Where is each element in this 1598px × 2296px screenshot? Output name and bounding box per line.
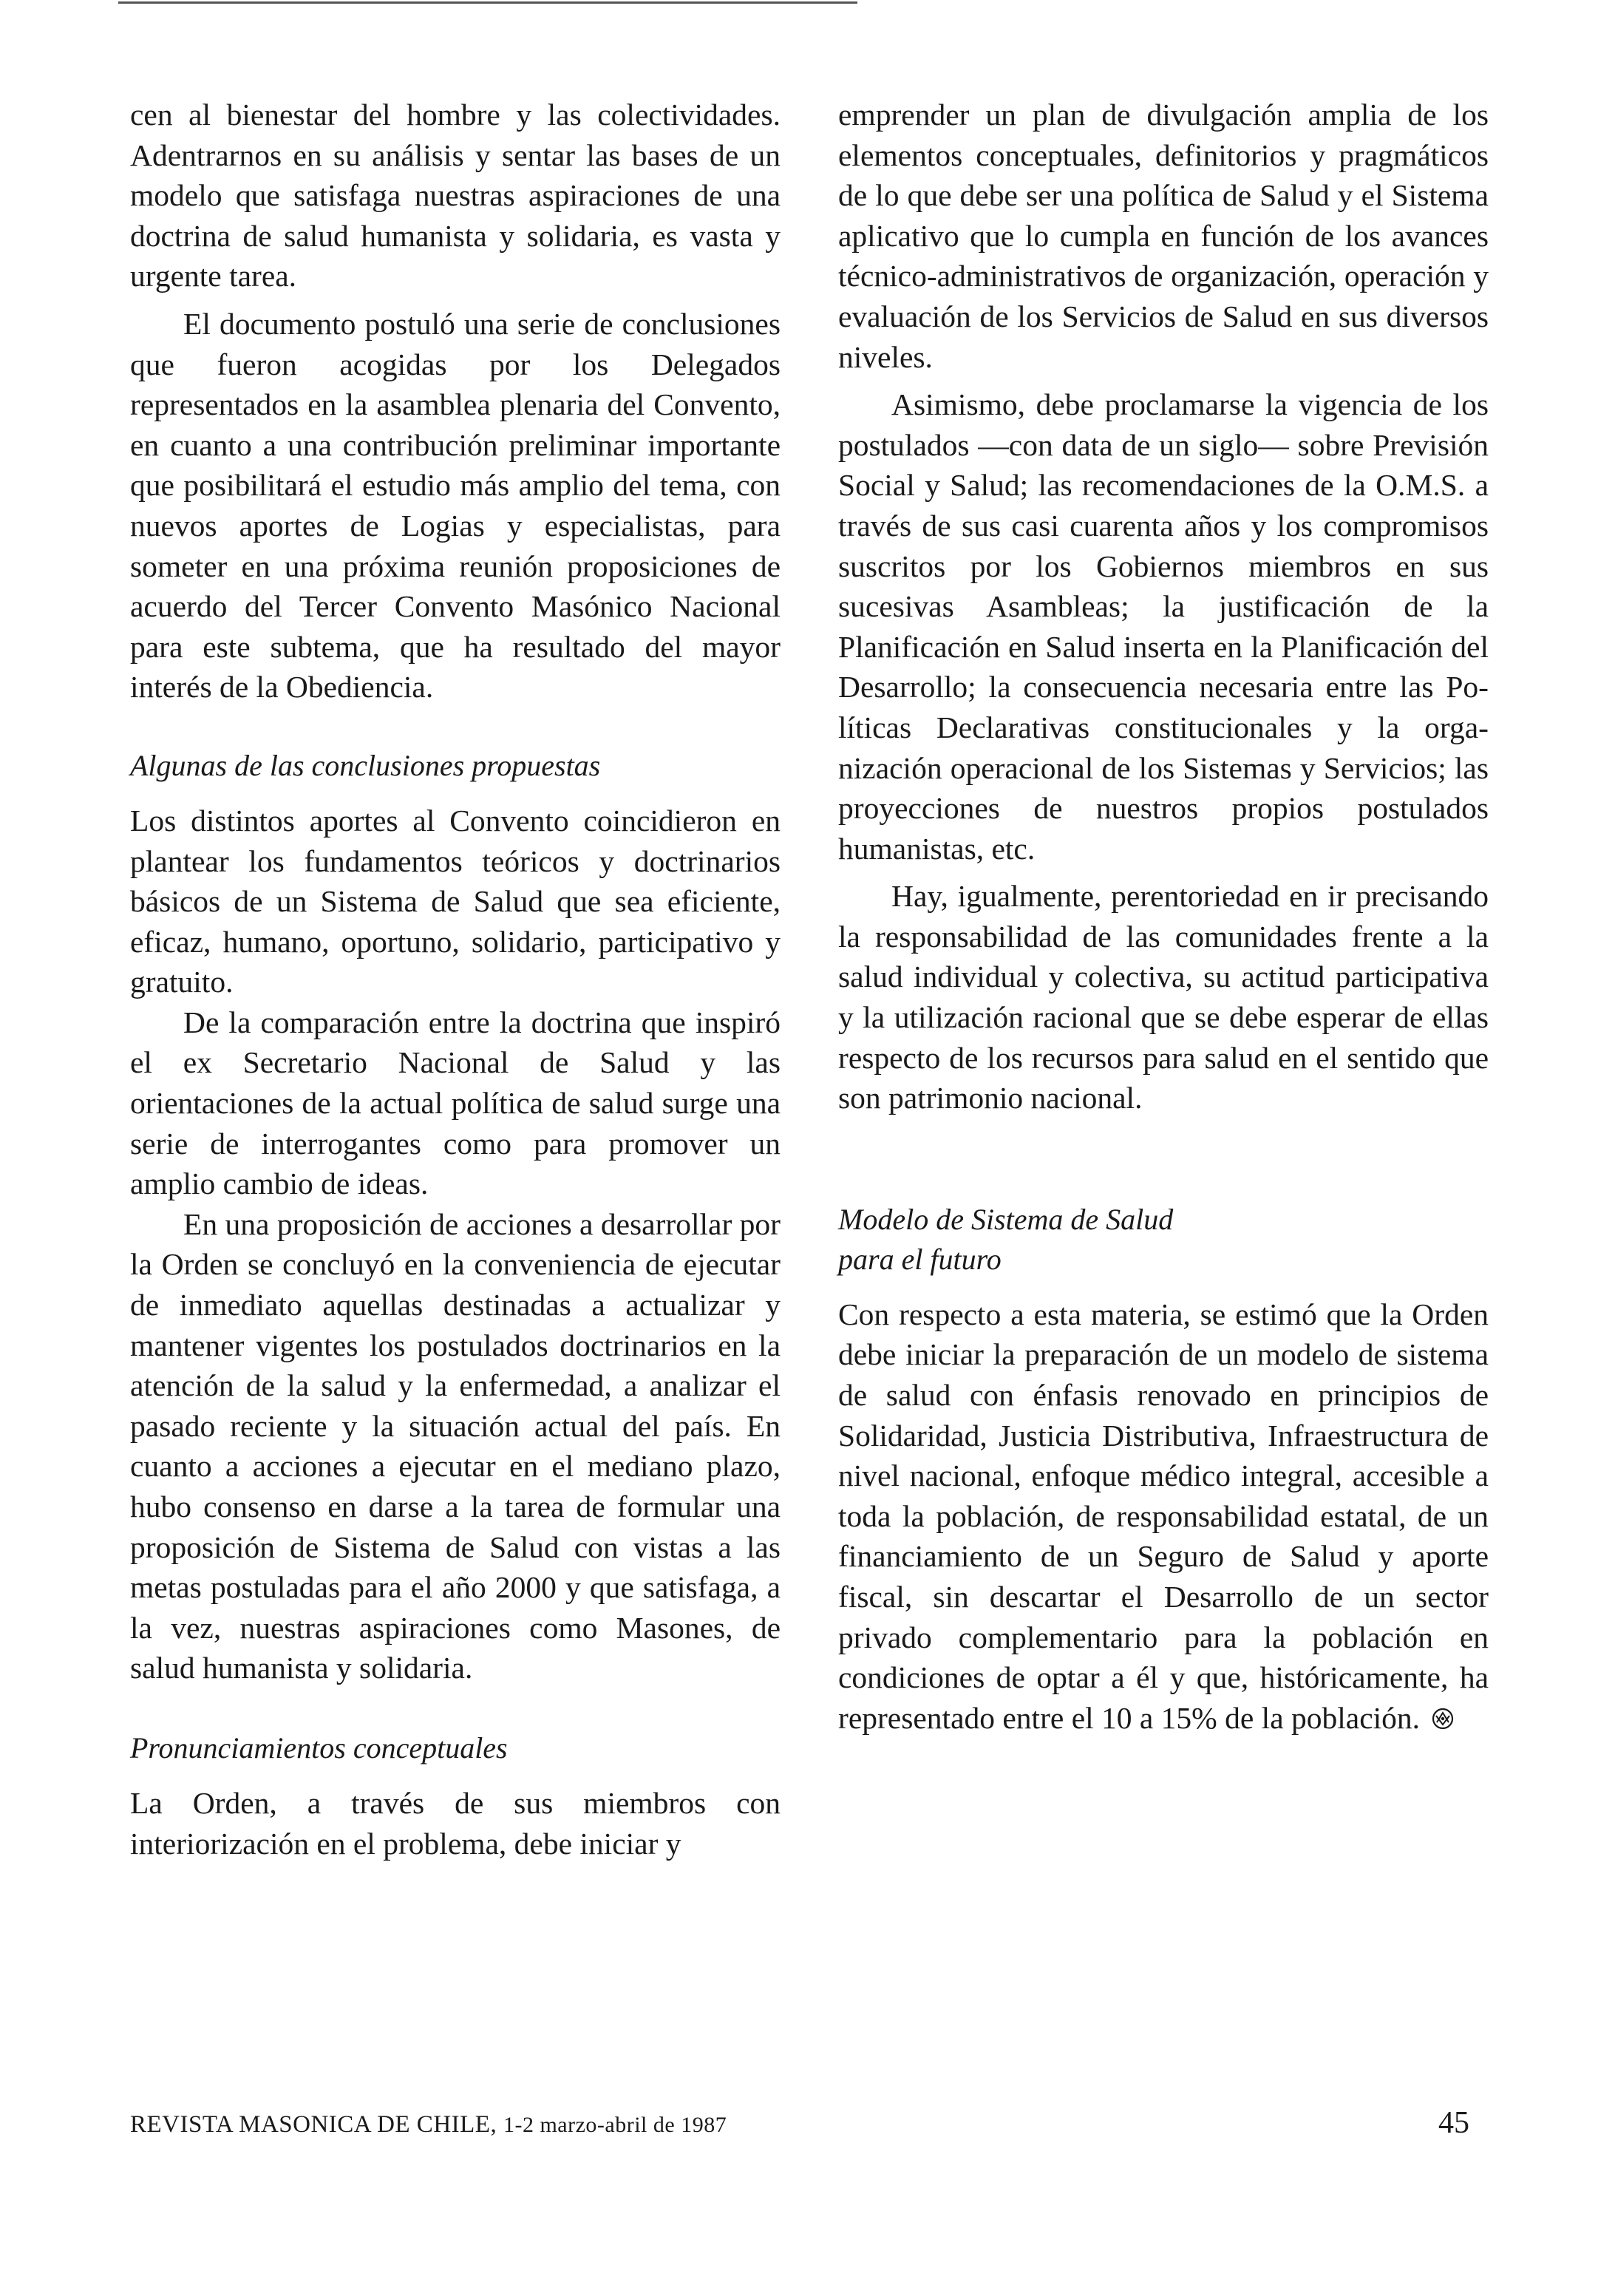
section-heading-modelo-line-1: Modelo de Sistema de Salud (838, 1202, 1174, 1236)
right-para-4 (838, 1294, 1489, 1739)
page-number: 45 (1438, 2106, 1469, 2140)
right-para-2: Asimismo, debe proclamarse la vigencia de los postulados —con data de un siglo— sobre Previsión Social y Salud; las recomendaciones de la O.M.S. a través de sus casi cuarenta años y los compromisos suscritos por los Gobiernos miembros en sus sucesivas Asambleas; la justificación de la Planificación en Salud inserta en la Planificación del Desarrollo; la consecuencia necesaria entre las Políticas Declarativas constitucionales y la organización operacional de los Sistemas y Servicios; las proyecciones de nuestros propios postulados humanistas, etc. (838, 387, 1489, 866)
left-para-5: En una proposición de acciones a desarrollar por la Orden se concluyó en la conveniencia de ejecutar de inmediato aquellas destinadas a actualizar y mantener vigentes los postulados doctrinarios en la atención de la salud y la enfermedad, a analizar el pasado reciente y la situación actual del país. En cuanto a acciones a ejecutar en el mediano plazo, hubo consenso en darse a la tarea de formular una proposición de Sistema de Salud con vistas a las metas postuladas para el año 2000 y que satisfaga, a la vez, nuestras aspiraciones como Masones, de salud humanista y solidaria. (130, 1206, 781, 1685)
right-para-3: Hay, igualmente, perentoriedad en ir precisando la responsabilidad de las comunidades frente a la salud individual y colectiva, su actitud participativa y la utilización racional que se debe esperar de ellas respecto de los recursos para salud en el sentido que son patrimonio nacional. (838, 879, 1489, 1115)
section-heading-conclusiones: Algunas de las conclusiones propuestas (130, 748, 601, 782)
left-para-4: De la comparación entre la doctrina que inspiró el ex Secretario Nacional de Salud y las orientaciones de la actual política de salud surge una serie de interrogantes como para promover un amplio cambio de ideas. (130, 1005, 781, 1201)
right-para-1: emprender un plan de divulgación amplia de los elementos conceptuales, definitorios y pragmáticos de lo que debe ser una política de Salud y el Sistema aplicativo que lo cumpla en función de los avances técnico-administrativos de organización, operación y evaluación de los Servicios de Salud en sus diversos niveles. (838, 98, 1489, 374)
section-heading-modelo (838, 1200, 1489, 1280)
left-para-1: cen al bienestar del hombre y las colectividades. Adentrarnos en su análisis y sentar las bases de un modelo que satisfaga nuestras aspiraciones de una doctrina de salud humanista y solidaria, es vasta y urgente tarea. (130, 98, 781, 293)
footer-publication-title: REVISTA MASONICA DE CHILE, (130, 2111, 497, 2138)
section-heading-modelo-line-2: para el futuro (838, 1242, 1002, 1276)
footer-publication (130, 2111, 727, 2139)
footer-issue: 1-2 marzo-abril de 1987 (503, 2113, 727, 2137)
left-para-2: El documento postuló una serie de conclusiones que fueron acogidas por los Delegados representados en la asamblea plenaria del Convento, en cuanto a una contribución preliminar importante que posibilitará el estudio más amplio del tema, con nuevos aportes de Logias y especialistas, para someter en una próxima reunión proposiciones de acuerdo del Tercer Convento Masónico Nacional para este subtema, que ha resultado del mayor interés de la Obediencia. (130, 306, 781, 704)
left-para-3: Los distintos aportes al Convento coincidieron en plantear los fundamentos teóricos y doctrinarios básicos de un Sistema de Salud que sea eficiente, eficaz, humano, oportuno, solidario, participativo y gratuito. (130, 803, 781, 999)
right-para-4-text: Con respecto a esta materia, se estimó que la Orden debe iniciar la preparación de un modelo de sistema de salud con énfasis renovado en principios de Solidaridad, Justicia Distributiva, Infraestructura de nivel nacional, enfoque médico integral, accesible a toda la población, de responsabilidad estatal, de un financiamiento de un Seguro de Salud y aporte fiscal, sin descartar el Desarrollo de un sector privado complementario para la población en condiciones de optar a él y que, históricamente, ha representado entre el 10 a 15% de la población. (838, 1297, 1489, 1735)
section-heading-pronunciamientos: Pronunciamientos conceptuales (130, 1731, 508, 1765)
left-column (130, 95, 781, 1864)
top-rule (118, 1, 857, 4)
left-para-6: La Orden, a través de sus miembros con interiorización en el problema, debe iniciar y (130, 1785, 781, 1861)
right-column (838, 95, 1489, 1738)
masonic-emblem-icon (1432, 1708, 1454, 1730)
